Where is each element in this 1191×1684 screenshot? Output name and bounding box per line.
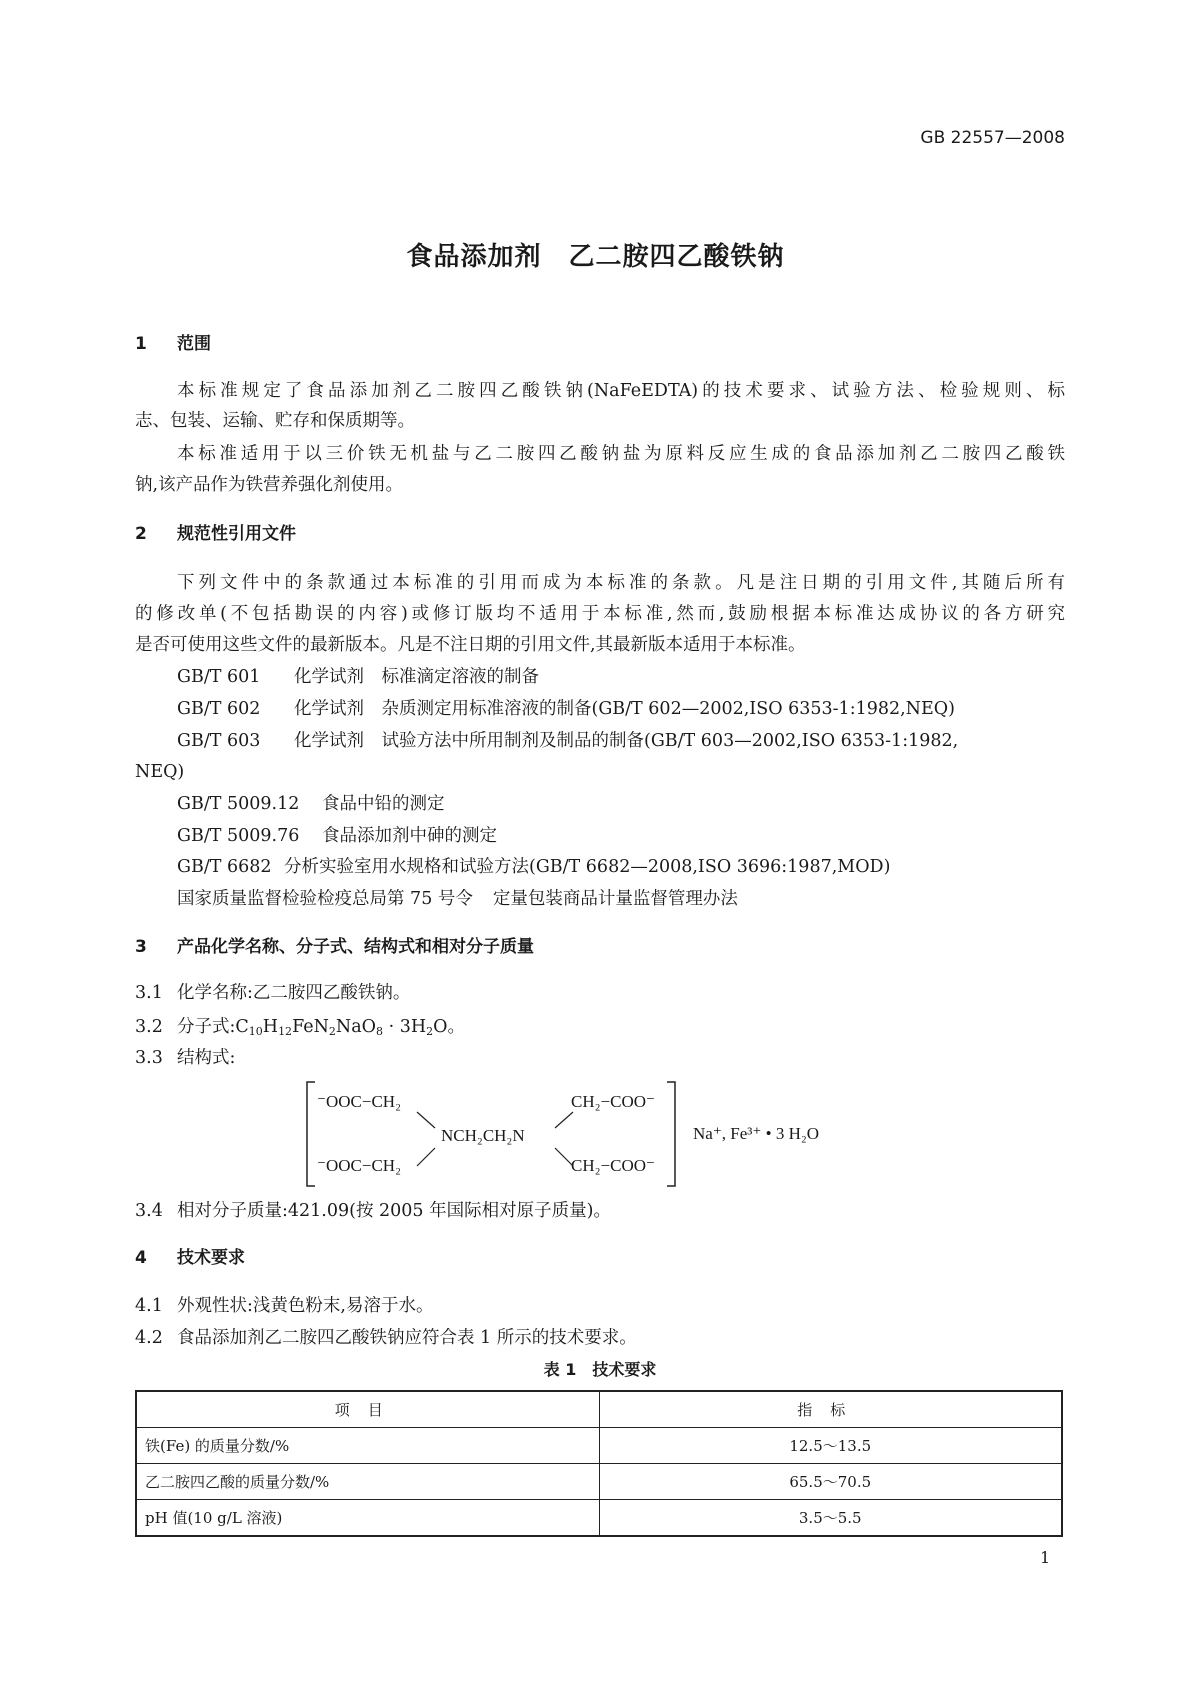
paragraph: 本标准适用于以三价铁无机盐与乙二胺四乙酸钠盐为原料反应生成的食品添加剂乙二胺四乙酸铁 xyxy=(177,444,1065,464)
formula-group: ⁻OOC−CH₂ xyxy=(317,1092,401,1111)
standard-number: GB 22557—2008 xyxy=(920,128,1065,148)
table-caption: 表 1 技术要求 xyxy=(543,1360,657,1379)
formula-counterions: Na⁺, Fe³⁺ • 3 H₂O xyxy=(693,1124,820,1143)
paragraph: 下列文件中的条款通过本标准的引用而成为本标准的条款。凡是注日期的引用文件,其随后所有 xyxy=(177,573,1065,593)
clause-3-3: 3.3 结构式: xyxy=(135,1048,236,1068)
paragraph: 的修改单(不包括勘误的内容)或修订版均不适用于本标准,然而,鼓励根据本标准达成协议的各方研究 xyxy=(135,604,1065,624)
document-title: 食品添加剂 乙二胺四乙酸铁钠 xyxy=(406,242,785,272)
section-1-heading: 1 范围 xyxy=(135,334,211,354)
table-header-row: 项目 指标 xyxy=(136,1391,1062,1428)
clause-3-4: 3.4 相对分子质量:421.09(按 2005 年国际相对原子质量)。 xyxy=(135,1201,611,1221)
reference-item: 国家质量监督检验检疫总局第 75 号令 定量包装商品计量监督管理办法 xyxy=(177,889,738,909)
page-number: 1 xyxy=(1040,1548,1051,1567)
paragraph: 本标准规定了食品添加剂乙二胺四乙酸铁钠(NaFeEDTA)的技术要求、试验方法、检验规则、标 xyxy=(177,381,1065,401)
formula-group: CH₂−COO⁻ xyxy=(571,1156,655,1175)
table-row: 乙二胺四乙酸的质量分数/% 65.5～70.5 xyxy=(136,1464,1062,1500)
table-row: 铁(Fe) 的质量分数/% 12.5～13.5 xyxy=(136,1428,1062,1464)
paragraph: 是否可使用这些文件的最新版本。凡是不注日期的引用文件,其最新版本适用于本标准。 xyxy=(135,635,806,655)
reference-item: GB/T 601 化学试剂 标准滴定溶液的制备 xyxy=(177,667,539,687)
paragraph: 钠,该产品作为铁营养强化剂使用。 xyxy=(135,475,404,495)
reference-item: GB/T 602 化学试剂 杂质测定用标准溶液的制备(GB/T 602—2002,ISO 6353-1:1982,NEQ) xyxy=(177,699,955,719)
technical-requirements-table xyxy=(135,1390,1063,1537)
formula-group: CH₂−COO⁻ xyxy=(571,1092,655,1111)
formula-group: NCH₂CH₂N xyxy=(441,1126,525,1145)
table-row: pH 值(10 g/L 溶液) 3.5～5.5 xyxy=(136,1500,1062,1537)
section-2-heading: 2 规范性引用文件 xyxy=(135,524,296,544)
clause-3-2: 3.2 分子式$:C_{10}H_{12}FeN_2NaO_8 \cdot 3H_2O$。 xyxy=(135,1017,465,1038)
structural-formula xyxy=(305,1078,845,1190)
formula-group: ⁻OOC−CH₂ xyxy=(317,1156,401,1175)
clause-3-1: 3.1 化学名称:乙二胺四乙酸铁钠。 xyxy=(135,983,411,1003)
clause-4-2: 4.2 食品添加剂乙二胺四乙酸铁钠应符合表 1 所示的技术要求。 xyxy=(135,1328,637,1348)
clause-4-1: 4.1 外观性状:浅黄色粉末,易溶于水。 xyxy=(135,1296,434,1316)
reference-item-continued: NEQ) xyxy=(135,762,185,782)
paragraph: 志、包装、运输、贮存和保质期等。 xyxy=(135,411,415,431)
reference-item: GB/T 5009.76 食品添加剂中砷的测定 xyxy=(177,826,497,846)
section-4-heading: 4 技术要求 xyxy=(135,1248,245,1268)
section-3-heading: 3 产品化学名称、分子式、结构式和相对分子质量 xyxy=(135,937,534,957)
reference-item: GB/T 5009.12 食品中铅的测定 xyxy=(177,794,445,814)
reference-item: GB/T 603 化学试剂 试验方法中所用制剂及制品的制备(GB/T 603—2002,ISO 6353-1:1982, xyxy=(177,731,959,751)
reference-item: GB/T 6682 分析实验室用水规格和试验方法(GB/T 6682—2008,ISO 3696:1987,MOD) xyxy=(177,857,891,877)
